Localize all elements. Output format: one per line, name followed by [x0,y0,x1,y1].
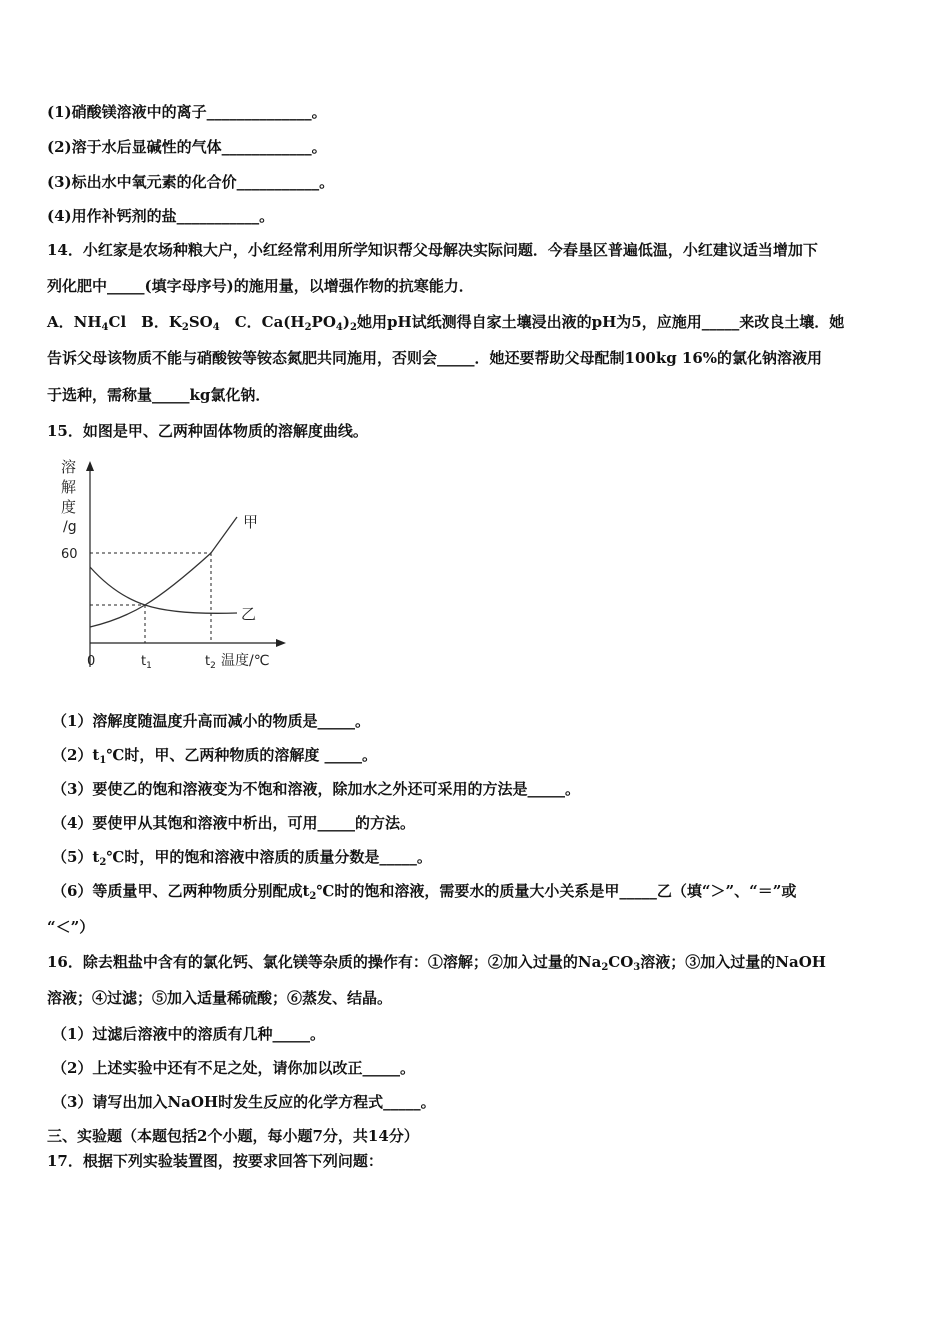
q14-line-3 [47,312,844,332]
q15-2-b: ℃时，甲、乙两种物质的溶解度 _____。 [106,746,378,764]
q15-2-sub: 1 [99,755,107,766]
q16-sub-1: （1）过滤后溶液中的溶质有几种_____。 [52,1025,325,1043]
q15-sub-2 [52,745,377,765]
q14-text-b: Cl B．K [108,313,182,331]
y-label-char: 度 [61,498,77,516]
x-origin-label: 0 [87,654,96,669]
y-tick-60: 60 [61,547,78,562]
q14-line-4: 告诉父母该物质不能与硝酸铵等铵态氮肥共同施用，否则会_____．她还要帮助父母配制100kg 16%的氯化钠溶液用 [47,349,823,367]
q16-a-2: CO [608,953,634,971]
q15-5-a: （5）t [52,848,100,866]
q16-a-1: 16．除去粗盐中含有的氯化钙、氯化镁等杂质的操作有：①溶解；②加入过量的Na [47,953,602,971]
q15-sub-3: （3）要使乙的饱和溶液变为不饱和溶液，除加水之外还可采用的方法是_____。 [52,780,580,798]
q14-text-e: PO [311,313,336,331]
q14-sub-d: 2 [304,322,312,333]
q15-sub-6 [52,881,796,901]
q15-sub-5 [52,847,432,867]
q13-sub-2: (2)溶于水后显碱性的气体____________。 [47,138,327,156]
y-axis-label [61,458,77,535]
y-label-char: /g [63,519,77,535]
q16-line-1 [47,952,826,972]
series-yi-curve [90,567,237,613]
q15-stem: 15．如图是甲、乙两种固体物质的溶解度曲线。 [47,422,368,440]
y-label-char: 溶 [61,458,77,476]
q15-sub-1: （1）溶解度随温度升高而减小的物质是_____。 [52,712,370,730]
solubility-chart [55,455,295,680]
q15-6-sub: 2 [309,891,317,902]
q15-sub-4: （4）要使甲从其饱和溶液中析出，可用_____的方法。 [52,814,415,832]
q14-text-g: 她用pH试纸测得自家土壤浸出液的pH为5，应施用_____来改良土壤．她 [356,313,845,331]
x-tick-t1 [141,654,152,671]
q16-sub-2: （2）上述实验中还有不足之处，请你加以改正_____。 [52,1059,415,1077]
q14-sub-e: 4 [335,322,343,333]
q14-text-a: A．NH [47,313,102,331]
q16-a-sub1: 2 [601,962,609,973]
x-tick-t1-main: t [141,654,147,669]
x-tick-t2 [205,654,216,671]
q15-5-b: ℃时，甲的饱和溶液中溶质的质量分数是_____。 [106,848,432,866]
x-tick-t2-main: t [205,654,211,669]
y-axis-arrow [86,461,94,471]
q16-sub-3: （3）请写出加入NaOH时发生反应的化学方程式_____。 [52,1093,436,1111]
q15-6-b: ℃时的饱和溶液，需要水的质量大小关系是甲_____乙（填“＞”、“＝”或 [316,882,797,900]
series-jia-curve [90,517,237,627]
x-tick-t2-sub: 2 [210,661,216,671]
x-axis-label: 温度/℃ [221,653,270,669]
section-3-heading: 三、实验题（本题包括2个小题，每小题7分，共14分） [47,1127,419,1145]
q16-a-3: 溶液；③加入过量的NaOH [640,953,826,971]
q16-line-2: 溶液；④过滤；⑤加入适量稀硫酸；⑥蒸发、结晶。 [47,989,393,1007]
q14-line-1: 14．小红家是农场种粮大户，小红经常利用所学知识帮父母解决实际问题．今春垦区普遍低温，小红建议适当增加下 [47,241,818,259]
x-axis-arrow [276,639,286,647]
q15-6-a: （6）等质量甲、乙两种物质分别配成t [52,882,310,900]
q13-sub-4: (4)用作补钙剂的盐___________。 [47,207,275,225]
q17-stem: 17．根据下列实验装置图，按要求回答下列问题： [47,1152,383,1170]
q15-5-sub: 2 [99,857,107,868]
q14-text-d: C．Ca(H [219,313,305,331]
q14-line-2: 列化肥中_____(填字母序号)的施用量，以增强作物的抗寒能力． [47,277,474,295]
q14-line-5: 于选种，需称量_____kg氯化钠． [47,386,271,404]
q13-sub-3: (3)标出水中氧元素的化合价___________。 [47,173,335,191]
q14-sub-c: 4 [212,322,220,333]
q13-sub-1: (1)硝酸镁溶液中的离子______________。 [47,103,327,121]
q14-sub-f: 2 [349,322,357,333]
q14-sub-a: 4 [101,322,109,333]
q14-sub-b: 2 [181,322,189,333]
q16-a-sub2: 3 [633,962,641,973]
q14-text-f: ) [342,313,350,331]
y-label-char: 解 [61,478,77,496]
legend-jia: 甲 [243,513,259,531]
q15-2-a: （2）t [52,746,100,764]
q14-text-c: SO [188,313,213,331]
legend-yi: 乙 [241,605,257,623]
x-tick-t1-sub: 1 [146,661,152,671]
q15-sub-6-cont: “＜”） [47,918,95,936]
